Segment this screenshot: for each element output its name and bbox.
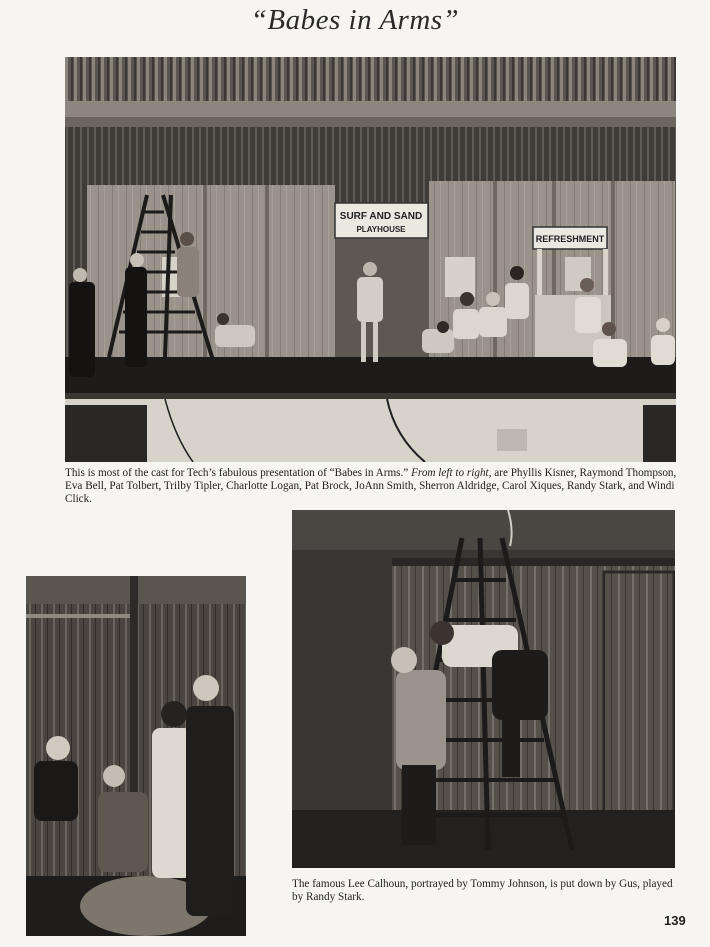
page-number: 139	[664, 913, 686, 928]
caption-cast-list: are Phyllis Kisner, Raymond Thompson, Eva Bell, Pat Tolbert, Trilby Tipler, Charlotte Logan, Pat Brock, JoAnn Smith, Sherron Aldridge, Carol Xiques, Randy Stark, and Windi Click.	[65, 467, 677, 505]
surf-sand-sign: SURF AND SAND	[339, 211, 423, 222]
ladder-photo-caption: The famous Lee Calhoun, portrayed by Tommy Johnson, is put down by Gus, played by Randy Stark.	[292, 878, 673, 903]
ladder-scene-photo	[292, 510, 675, 868]
page-title: “Babes in Arms”	[250, 4, 460, 36]
group-scene-photo	[26, 576, 246, 936]
playhouse-sign: PLAYHOUSE	[356, 225, 406, 234]
refreshment-sign: REFRESHMENT	[535, 234, 605, 244]
caption-italic-phrase: From left to right,	[411, 467, 492, 479]
caption-text-intro: This is most of the cast for Tech’s fabulous presentation of “Babes in Arms.”	[65, 467, 409, 479]
stage-cast-photo	[65, 57, 676, 462]
main-photo-caption	[65, 467, 679, 506]
